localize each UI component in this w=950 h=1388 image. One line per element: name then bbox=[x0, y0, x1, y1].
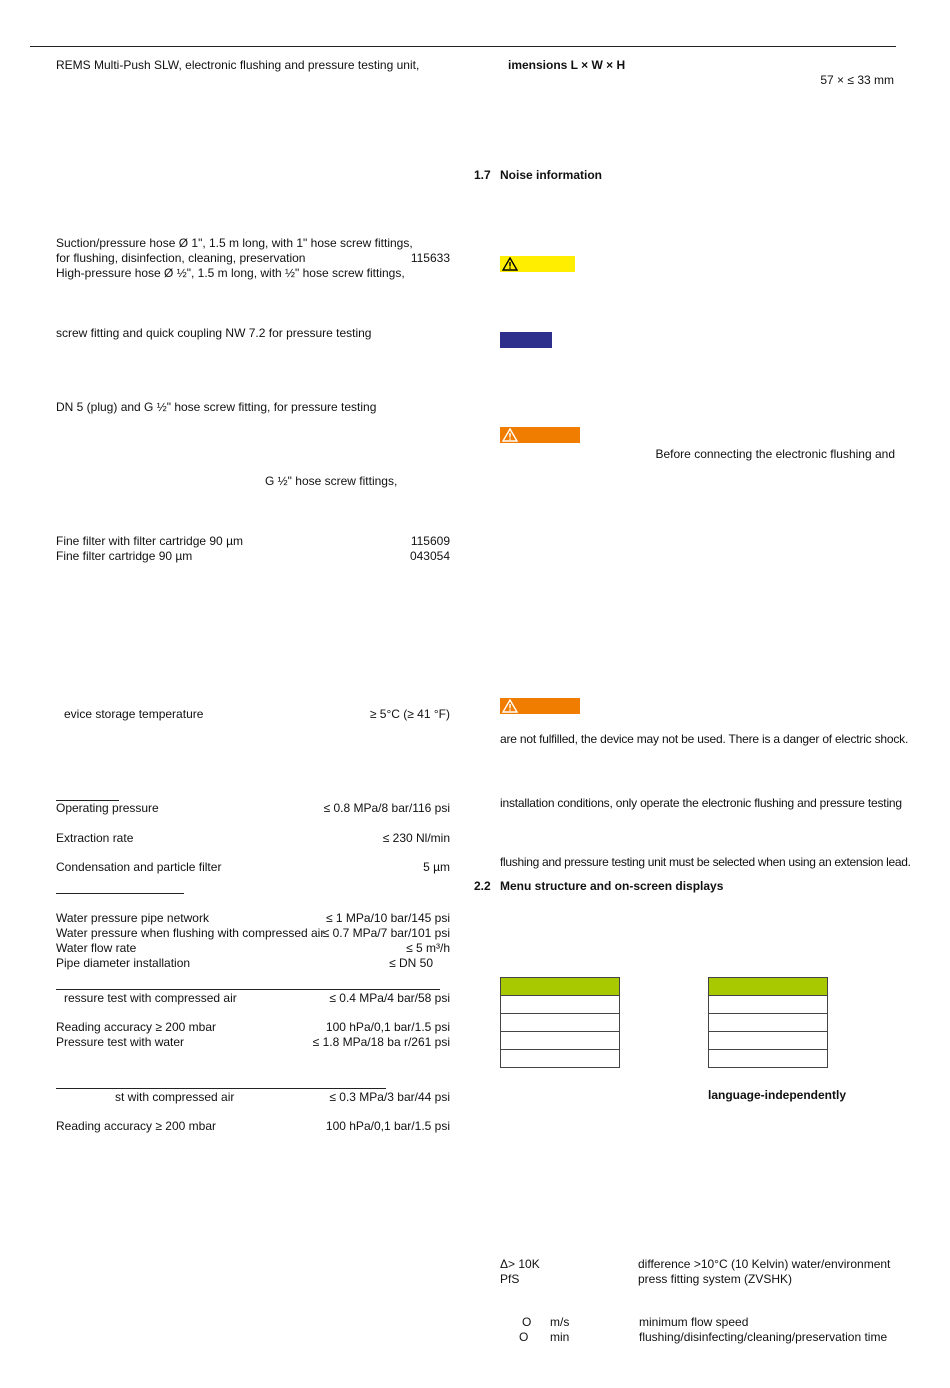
install-text: installation conditions, only operate the electronic flushing and pressure testing bbox=[500, 796, 902, 810]
accuracy-value-1: 100 hPa/0,1 bar/1.5 psi bbox=[325, 1020, 450, 1034]
unit-symbol: O bbox=[519, 1330, 529, 1344]
pt-air2-label: st with compressed air bbox=[115, 1090, 235, 1104]
menu-table-cell bbox=[709, 1050, 828, 1068]
section-rule-4 bbox=[56, 1088, 386, 1089]
warning-banner-1 bbox=[500, 427, 580, 443]
menu-section-title: Menu structure and on-screen displays bbox=[500, 879, 724, 893]
noise-section-number: 1.7 bbox=[474, 168, 491, 182]
warning-banner-2 bbox=[500, 698, 580, 714]
header-rule bbox=[30, 46, 896, 47]
menu-table-header bbox=[501, 978, 620, 996]
filter-label: Fine filter with filter cartridge 90 µm bbox=[56, 534, 243, 548]
extension-text: flushing and pressure testing unit must be selected when using an extension lead. bbox=[500, 855, 911, 869]
condensation-value: 5 µm bbox=[423, 860, 450, 874]
menu-table-left bbox=[500, 977, 620, 1068]
section-rule-3 bbox=[56, 989, 440, 990]
accuracy-value-2: 100 hPa/0,1 bar/1.5 psi bbox=[325, 1119, 450, 1133]
menu-table-right bbox=[708, 977, 828, 1068]
op-pressure-label: Operating pressure bbox=[56, 801, 159, 815]
filter-code: 115609 bbox=[410, 534, 450, 548]
abbr-description: press fitting system (ZVSHK) bbox=[638, 1272, 793, 1286]
language-independent-text: language-independently bbox=[708, 1088, 847, 1102]
noise-section-title: Noise information bbox=[500, 168, 603, 182]
hose2-line1: High-pressure hose Ø ½", 1.5 m long, with ½" hose screw fittings, bbox=[56, 266, 405, 280]
extraction-label: Extraction rate bbox=[56, 831, 134, 845]
menu-table-cell bbox=[709, 1014, 828, 1032]
menu-table-cell bbox=[709, 1032, 828, 1050]
cartridge-label: Fine filter cartridge 90 µm bbox=[56, 549, 193, 563]
condensation-label: Condensation and particle filter bbox=[56, 860, 222, 874]
dimensions-value: 57 × ≤ 33 mm bbox=[820, 73, 894, 87]
pt-water-value: ≤ 1.8 MPa/18 ba r/261 psi bbox=[312, 1035, 450, 1049]
abbr-symbol: Δ> 10K bbox=[500, 1257, 540, 1271]
menu-table-header bbox=[709, 978, 828, 996]
warning-triangle-icon bbox=[502, 257, 518, 271]
menu-table-cell bbox=[501, 1014, 620, 1032]
pt-air-value: ≤ 0.4 MPa/4 bar/58 psi bbox=[329, 991, 450, 1005]
pipe-value: ≤ DN 50 bbox=[389, 956, 433, 970]
caution-banner bbox=[500, 256, 575, 272]
unit-description: minimum flow speed bbox=[639, 1315, 749, 1329]
menu-table-cell bbox=[501, 996, 620, 1014]
section-rule-2 bbox=[56, 893, 184, 894]
hose1-code: 115633 bbox=[410, 251, 450, 265]
wp-flush-label: Water pressure when flushing with compressed air bbox=[56, 926, 325, 940]
warning-triangle-icon bbox=[502, 699, 518, 713]
wp-network-label: Water pressure pipe network bbox=[56, 911, 209, 925]
extraction-value: ≤ 230 Nl/min bbox=[382, 831, 450, 845]
menu-table-cell bbox=[709, 996, 828, 1014]
flow-label: Water flow rate bbox=[56, 941, 137, 955]
dimensions-label: imensions L × W × H bbox=[508, 58, 626, 72]
hose1-line2: for flushing, disinfection, cleaning, preservation bbox=[56, 251, 306, 265]
pipe-label: Pipe diameter installation bbox=[56, 956, 191, 970]
notice-banner bbox=[500, 332, 552, 348]
storage-value: ≥ 5°C (≥ 41 °F) bbox=[369, 707, 450, 721]
flow-value: ≤ 5 m³/h bbox=[406, 941, 450, 955]
warning-triangle-icon bbox=[502, 428, 518, 442]
op-pressure-value: ≤ 0.8 MPa/8 bar/116 psi bbox=[323, 801, 450, 815]
hose1-line1: Suction/pressure hose Ø 1", 1.5 m long, with 1" hose screw fittings, bbox=[56, 236, 413, 250]
screw-fitting-text: screw fitting and quick coupling NW 7.2 for pressure testing bbox=[56, 326, 372, 340]
accuracy-label-1: Reading accuracy ≥ 200 mbar bbox=[56, 1020, 217, 1034]
menu-table-cell bbox=[501, 1032, 620, 1050]
storage-label: evice storage temperature bbox=[64, 707, 204, 721]
unit-label: min bbox=[550, 1330, 570, 1344]
wp-network-value: ≤ 1 MPa/10 bar/145 psi bbox=[326, 911, 450, 925]
unit-description: flushing/disinfecting/cleaning/preservation time bbox=[639, 1330, 888, 1344]
unit-label: m/s bbox=[550, 1315, 570, 1329]
cartridge-code: 043054 bbox=[409, 549, 450, 563]
pt-air-label: ressure test with compressed air bbox=[64, 991, 237, 1005]
abbr-symbol: PfS bbox=[500, 1272, 520, 1286]
g-half-text: G ½" hose screw fittings, bbox=[265, 474, 398, 488]
unit-symbol: O bbox=[522, 1315, 532, 1329]
dn5-text: DN 5 (plug) and G ½" hose screw fitting, for pressure testing bbox=[56, 400, 377, 414]
abbr-description: difference >10°C (10 Kelvin) water/environment bbox=[638, 1257, 891, 1271]
shock-text: are not fulfilled, the device may not be used. There is a danger of electric shock. bbox=[500, 732, 909, 746]
menu-section-number: 2.2 bbox=[474, 879, 491, 893]
pt-water-label: Pressure test with water bbox=[56, 1035, 185, 1049]
accuracy-label-2: Reading accuracy ≥ 200 mbar bbox=[56, 1119, 217, 1133]
pt-air2-value: ≤ 0.3 MPa/3 bar/44 psi bbox=[329, 1090, 450, 1104]
wp-flush-value: ≤ 0.7 MPa/7 bar/101 psi bbox=[322, 926, 450, 940]
menu-table-cell bbox=[501, 1050, 620, 1068]
connect-text: Before connecting the electronic flushing and bbox=[655, 447, 895, 461]
intro-text: REMS Multi-Push SLW, electronic flushing and pressure testing unit, bbox=[56, 58, 420, 72]
